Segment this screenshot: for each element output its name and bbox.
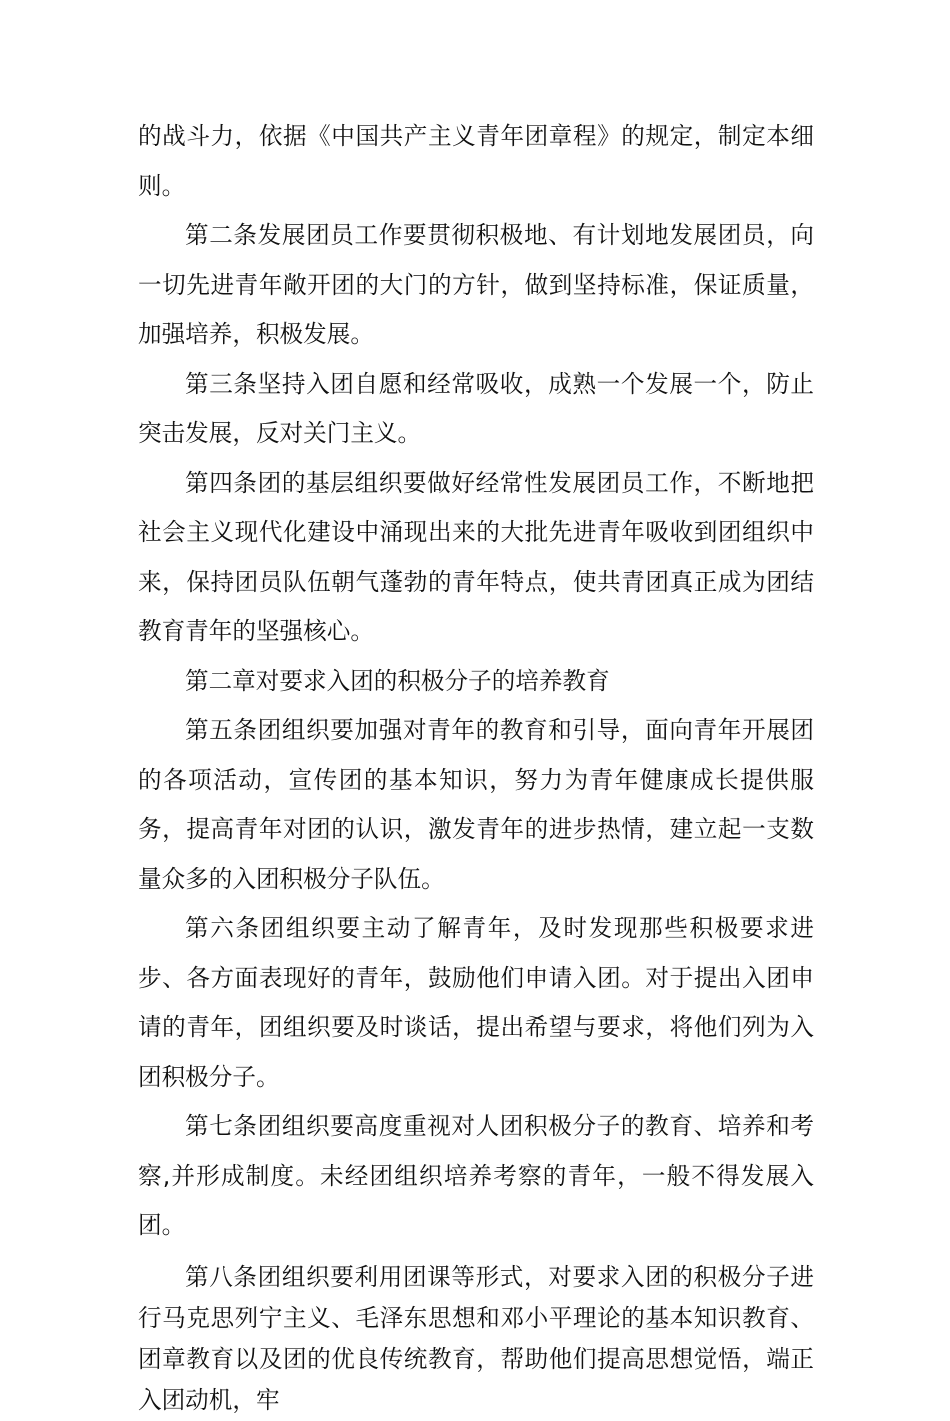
paragraph-article-3: 第三条坚持入团自愿和经常吸收，成熟一个发展一个，防止突击发展，反对关门主义。 — [138, 369, 814, 447]
paragraph-continuation: 的战斗力，依据《中国共产主义青年团章程》的规定，制定本细则。 — [138, 122, 814, 200]
paragraph-article-6: 第六条团组织要主动了解青年，及时发现那些积极要求进步、各方面表现好的青年，鼓励他们申请入团。对于提出入团申请的青年，团组织要及时谈话，提出希望与要求，将他们列为入团积极分子。 — [138, 914, 814, 1091]
document-body — [138, 112, 814, 1421]
paragraph-article-8: 第八条团组织要利用团课等形式，对要求入团的积极分子进行马克思列宁主义、毛泽东思想和邓小平理论的基本知识教育、团章教育以及团的优良传统教育，帮助他们提高思想觉悟，端正入团动机，牢 — [138, 1262, 814, 1414]
paragraph-article-5: 第五条团组织要加强对青年的教育和引导，面向青年开展团的各项活动，宣传团的基本知识，努力为青年健康成长提供服务，提高青年对团的认识，激发青年的进步热情，建立起一支数量众多的入团积极分子队伍。 — [138, 716, 814, 893]
chapter-heading: 第二章对要求入团的积极分子的培养教育 — [185, 666, 610, 695]
paragraph-article-2: 第二条发展团员工作要贯彻积极地、有计划地发展团员，向一切先进青年敞开团的大门的方针，做到坚持标准，保证质量，加强培养，积极发展。 — [138, 221, 814, 348]
paragraph-article-7: 第七条团组织要高度重视对人团积极分子的教育、培养和考察,并形成制度。未经团组织培养考察的青年，一般不得发展入团。 — [138, 1112, 814, 1239]
paragraph-article-4: 第四条团的基层组织要做好经常性发展团员工作，不断地把社会主义现代化建设中涌现出来的大批先进青年吸收到团组织中来，保持团员队伍朝气蓬勃的青年特点，使共青团真正成为团结教育青年的坚强核心。 — [138, 468, 814, 645]
